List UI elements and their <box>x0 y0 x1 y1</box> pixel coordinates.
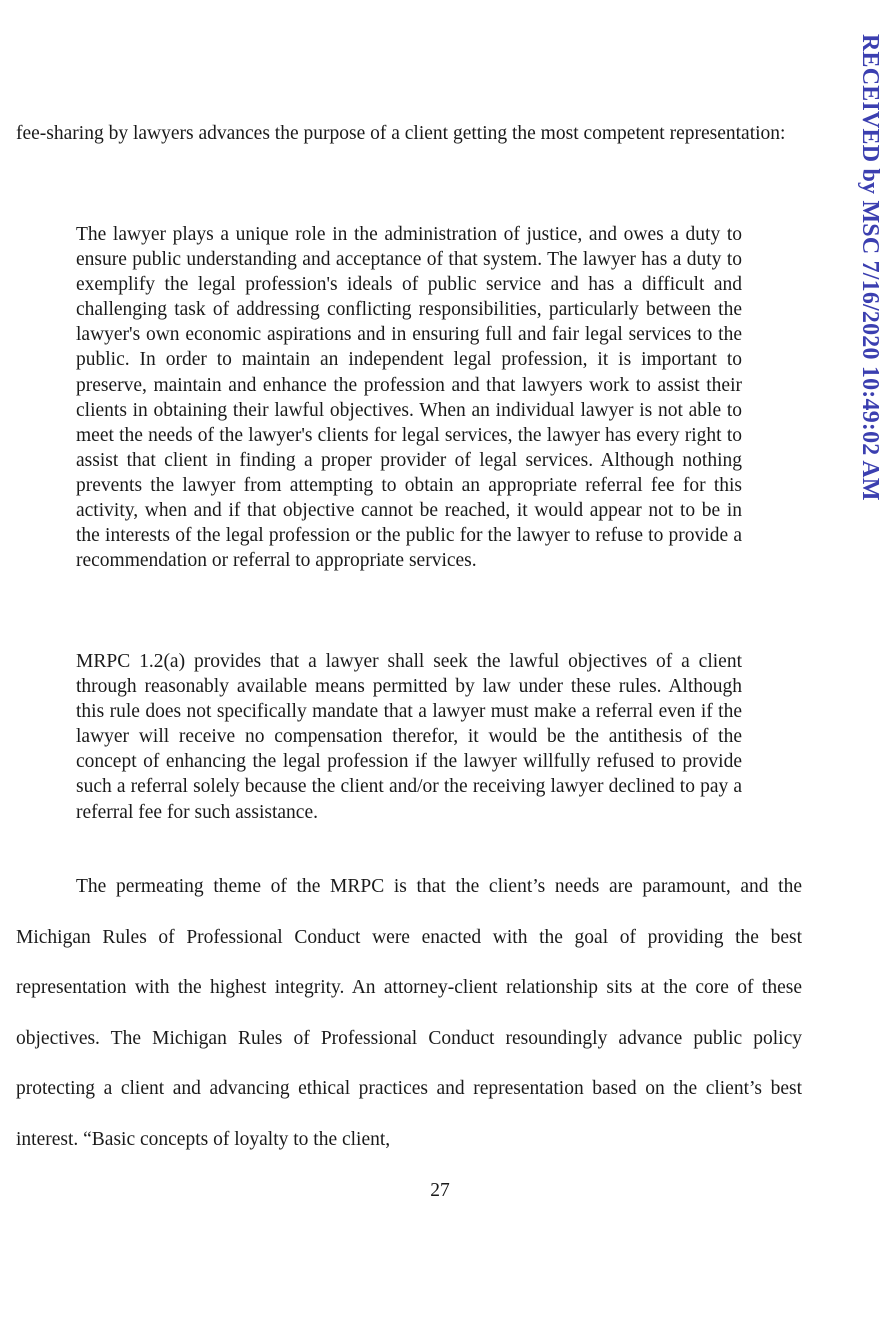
page-number: 27 <box>430 1180 450 1201</box>
closing-paragraph: The permeating theme of the MRPC is that the client’s needs are paramount, and the Michigan Rules of Professional Conduct were enacted with the goal of providing the best representation with the highest integrity. An attorney-client relationship sits at the core of these objectives. The Michigan Rules of Professional Conduct resoundingly advance public policy protecting a client and advancing ethical practices and representation based on the client’s best interest. “Basic concepts of loyalty to the client, <box>16 876 802 1150</box>
block-quote-2: MRPC 1.2(a) provides that a lawyer shall seek the lawful objectives of a client through reasonably available means permitted by law under these rules. Although this rule does not specifically mandate that a lawyer must make a referral even if the lawyer will receive no compensation therefor, it would be the antithesis of the concept of enhancing the legal profession if the lawyer willfully refused to provide such a referral solely because the client and/or the receiving lawyer declined to pay a referral fee for such assistance. <box>76 651 742 823</box>
block-quote-1: The lawyer plays a unique role in the administration of justice, and owes a duty to ensure public understanding and acceptance of that system. The lawyer has a duty to exemplify the legal profession's ideals of public service and has a difficult and challenging task of addressing conflicting responsibilities, particularly between the lawyer's own economic aspirations and in ensuring full and fair legal services to the public. In order to maintain an independent legal profession, it is important to preserve, maintain and enhance the profession and that lawyers work to assist their clients in obtaining their lawful objectives. When an individual lawyer is not able to meet the needs of the lawyer's clients for legal services, the lawyer has every right to assist that client in finding a proper provider of legal services. Although nothing prevents the lawyer from attempting to obtain an appropriate referral fee for this activity, when and if that objective cannot be reached, it would appear not to be in the interests of the legal profession or the public for the lawyer to refuse to provide a recommendation or referral to appropriate services. <box>76 224 742 572</box>
received-stamp: RECEIVED by MSC 7/16/2020 10:49:02 AM <box>857 34 883 501</box>
intro-paragraph: fee-sharing by lawyers advances the purpose of a client getting the most competent representation: <box>16 123 786 144</box>
